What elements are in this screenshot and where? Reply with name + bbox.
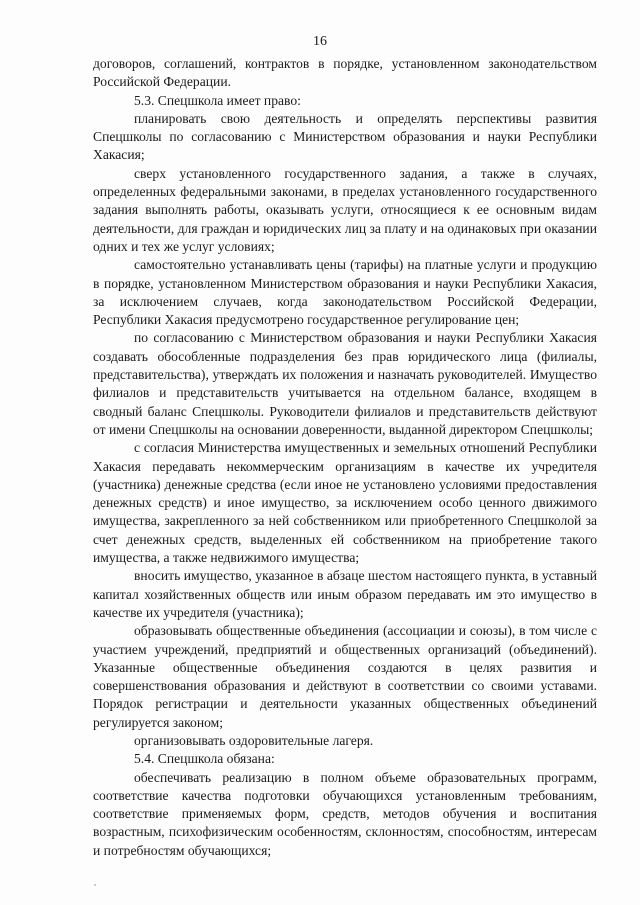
paragraph: с согласия Министерства имущественных и земельных отношений Республики Хакасия передавать некоммерческим организациям в качестве их учредителя (участника) денежные средства (если иное не установлено условиями предоставления денежных средств) и иное имущество, за исключением особо ценного движимого имущества, закрепленного за ней собственником или приобретенного Спецшколой за счет денежных средств, выделенных ей собственником на приобретение такого имущества, а также недвижимого имущества; [93, 440, 597, 566]
paragraph: договоров, соглашений, контрактов в порядке, установленном законодательством Российской Федерации. [93, 56, 597, 90]
page-number: 16 [313, 34, 327, 49]
paragraph: планировать свою деятельность и определять перспективы развития Спецшколы по согласованию с Министерством образования и науки Республики Хакасия; [93, 110, 597, 163]
paragraph: организовывать оздоровительные лагеря. [134, 732, 374, 748]
paragraph: вносить имущество, указанное в абзаце шестом настоящего пункта, в уставный капитал хозяйственных обществ или иным образом передавать им это имущество в качестве их учредителя (участника); [93, 568, 597, 620]
section-heading-5-3: 5.3. Спецшкола имеет право: [134, 92, 301, 108]
paragraph: по согласованию с Министерством образования и науки Республики Хакасия создавать обособленные подразделения без прав юридического лица (филиалы, представительства), утверждать их положения и назначать руководителей. Имущество филиалов и представительств учитывается на отдельном балансе, входящем в сводный баланс Спецшколы. Руководители филиалов и представительств действуют от имени Спецшколы на основании доверенности, выданной директором Спецшколы; [93, 330, 597, 437]
section-heading-5-4: 5.4. Спецшкола обязана: [134, 751, 275, 767]
paragraph: самостоятельно устанавливать цены (тарифы) на платные услуги и продукцию в порядке, установленном Министерством образования и науки Республики Хакасия, за исключением случаев, когда законодательством Российской Федерации, Республики Хакасия предусмотрено государственное регулирование цен; [93, 257, 597, 328]
document-body [93, 55, 597, 860]
scan-speck [94, 884, 96, 886]
paragraph: образовывать общественные объединения (ассоциации и союзы), в том числе с участием учреждений, предприятий и общественных организаций (объединений). Указанные общественные объединения создаются в целях развития и совершенствования образования и действуют в соответствии со своими уставами. Порядок регистрации и деятельности указанных общественных объединений регулируется законом; [93, 623, 597, 730]
paragraph: сверх установленного государственного задания, а также в случаях, определенных федеральными законами, в пределах установленного государственного задания выполнять работы, оказывать услуги, относящиеся к ее основным видам деятельности, для граждан и юридических лиц за плату и на одинаковых при оказании одних и тех же услуг условиях; [93, 165, 597, 254]
paragraph: обеспечивать реализацию в полном объеме образовательных программ, соответствие качества подготовки обучающихся установленным требованиям, соответствие применяемых форм, средств, методов обучения и воспитания возрастным, психофизическим особенностям, склонностям, способностям, интересам и потребностям обучающихся; [93, 769, 597, 858]
